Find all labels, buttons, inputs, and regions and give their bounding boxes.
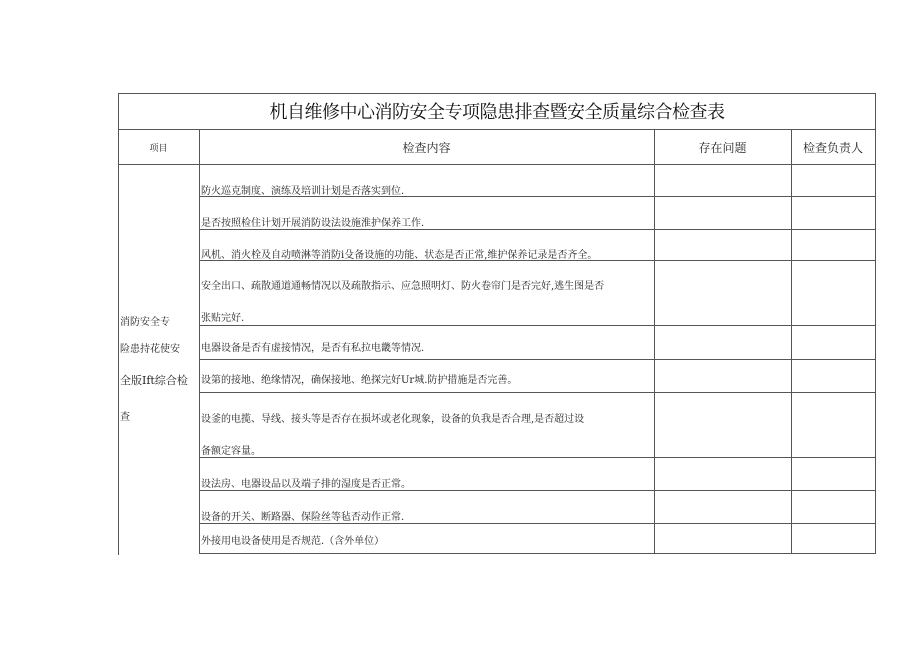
- check-item: 外接用电设备使用是否规范.（含外单位）: [201, 536, 385, 547]
- check-item: 风机、消火栓及自动喷淋等消防i殳备设施的功能、状态是否正常,维护保养记录是否齐全。: [201, 250, 598, 261]
- title-bottom-line: [118, 129, 876, 130]
- category-line: 全版Ift综合检: [120, 374, 188, 387]
- category-line: 查: [120, 412, 130, 423]
- page-title: 机自维修中心消防安全专项隐患排查暨安全质量综合检查表: [269, 102, 725, 123]
- header-content: 检查内容: [402, 141, 451, 155]
- row-line: [199, 359, 876, 360]
- check-item-continued: 张贴完好.: [201, 313, 245, 324]
- category-line: 消防安全专: [120, 317, 170, 328]
- table-border-right: [875, 93, 876, 554]
- row-line: [199, 553, 876, 554]
- header-issues: 存在问题: [698, 141, 747, 155]
- row-line: [199, 523, 876, 524]
- check-item: 是否按照检住计划开展消防设法设施淮护保养工作.: [201, 218, 425, 229]
- col-divider-content: [654, 129, 655, 554]
- row-line: [199, 325, 876, 326]
- check-item: 设法房、电器设品以及端子排的湿度是否正常。: [201, 479, 411, 490]
- header-owner: 检查负责人: [802, 141, 863, 155]
- row-line: [199, 229, 876, 230]
- check-item: 设备的开关、断路器、保险丝等毡否动作正常.: [201, 512, 405, 523]
- table-border-top: [118, 93, 876, 94]
- row-line: [199, 490, 876, 491]
- check-item: 电器设备是否有虚接情况，是否有私拉电畿等情况.: [201, 343, 425, 354]
- col-divider-item: [199, 129, 200, 554]
- check-item: 设釜的电揽、导线、接头等是否存在损坏或老化现象，设备的负我是否合理,是否超过设: [201, 414, 585, 425]
- header-bottom-line: [118, 164, 876, 165]
- row-line: [199, 392, 876, 393]
- row-line: [199, 457, 876, 458]
- header-item: 项目: [149, 144, 168, 154]
- check-item-continued: 备额定容量。: [201, 446, 261, 457]
- table-border-left: [118, 93, 119, 555]
- category-line: 险患持花使安: [120, 344, 180, 355]
- check-item: 安全出口、疏散通道通畅情况以及疏散指示、应急照明灯、防火卷帘门是否完好,逃生图是否: [201, 281, 605, 292]
- col-divider-issues: [791, 129, 792, 554]
- check-item: 设第的接地、绝缘情况，确保接地、绝探完好Ur城.防护措施是否完善。: [201, 375, 518, 386]
- check-item: 防火巡克制度、演练及培训计划是否落实到位.: [201, 186, 405, 197]
